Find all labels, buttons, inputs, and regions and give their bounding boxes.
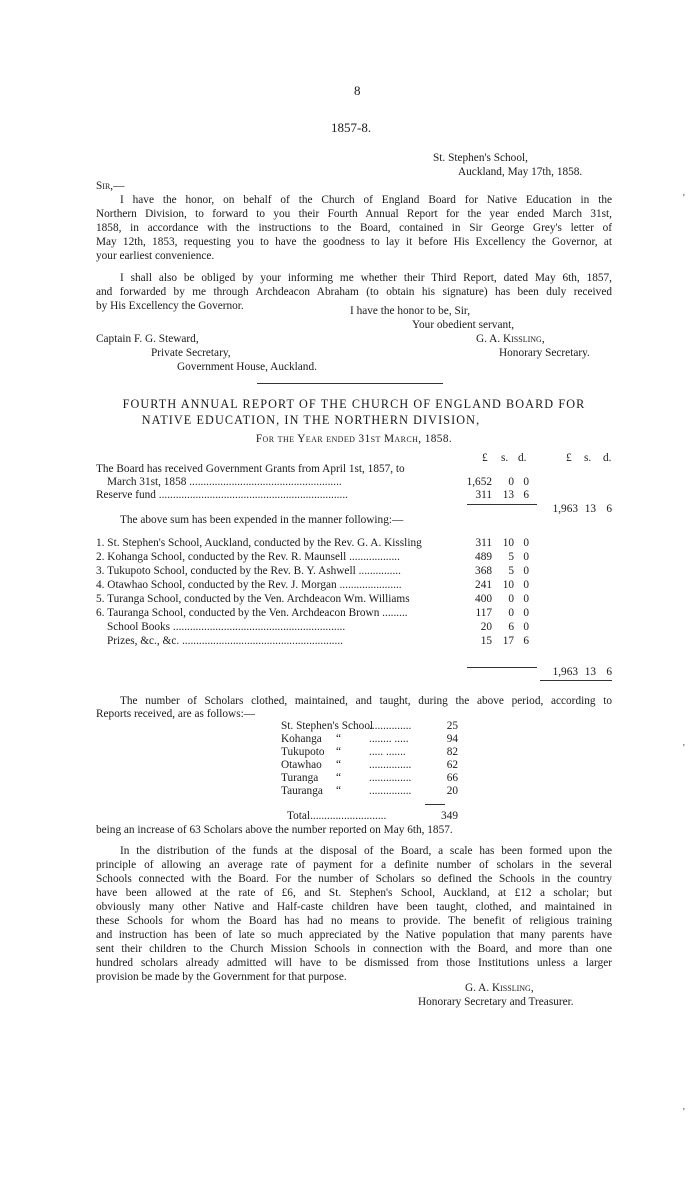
expenditure-label: 1. St. Stephen's School, Auckland, conducted by the Rev. G. A. Kissling: [96, 537, 422, 549]
expenditure-pounds: 20: [480, 621, 492, 633]
letter-paragraph-1-line: 1858, in accordance with the instructions to the Board, contained in Sir George Grey's letter of: [96, 222, 612, 234]
closing-paragraph-line: sent their children to the Church Mission Schools in connection with the Board, and more than one: [96, 943, 612, 955]
letter-signatory-title: Honorary Secretary.: [499, 347, 590, 359]
receipts-total-pounds: 1,963: [552, 503, 578, 515]
expenditures-total-pounds: 1,963: [552, 666, 578, 678]
letter-paragraph-1-line: May 12th, 1853, requesting you to have the goodness to lay it before His Excellency the Governor, at: [96, 236, 612, 248]
receipt-reserve-label: Reserve fund: [96, 489, 156, 501]
expenditure-label: 6. Tauranga School, conducted by the Ven. Archdeacon Brown: [96, 607, 380, 619]
letter-paragraph-2-line: and forwarded by me through Archdeacon Abraham (to obtain his signature) has been duly received: [96, 286, 612, 298]
expenditure-pence: 0: [523, 537, 529, 549]
expenditure-shillings: 5: [508, 565, 514, 577]
scholars-intro-line2: Reports received, are as follows:—: [96, 708, 256, 720]
margin-mark: ': [683, 1107, 685, 1118]
expenditure-shillings: 10: [502, 579, 514, 591]
letter-addressee-1: Captain F. G. Steward,: [96, 333, 199, 345]
receipt-grants-dots: ......................................................: [189, 476, 342, 488]
closing-paragraph-line: hundred scholars already admitted will have to be dismissed from those Institutions unless a larger: [96, 957, 612, 969]
receipt-grants-row: [107, 476, 467, 489]
letter-paragraph-2-line: I shall also be obliged by your informing me whether their Third Report, dated May 6th, 1857,: [120, 272, 612, 284]
expenditure-dots: .........: [382, 607, 408, 619]
receipt-reserve-dots: ...................................................................: [158, 489, 348, 501]
scholars-intro-line1: The number of Scholars clothed, maintained, and taught, during the above period, according to: [120, 695, 612, 707]
expenditure-row: [107, 621, 466, 634]
scholar-school: Tukupoto: [281, 746, 325, 758]
currency-header-pounds-1: £: [482, 452, 488, 464]
closing-paragraph-line: Schools connected with the Board. For the number of Scholars so defined the Schools in the country: [96, 873, 612, 885]
expenditure-row: [96, 593, 466, 606]
expenditure-pounds: 368: [475, 565, 492, 577]
expenditure-row: [107, 635, 466, 648]
expenditure-pence: 0: [523, 579, 529, 591]
scholar-count: 25: [446, 720, 458, 732]
scholar-ditto: “: [336, 759, 342, 771]
receipt-grants-pounds: 1,652: [466, 476, 492, 488]
expenditure-row: [96, 537, 466, 550]
expenditure-label: School Books: [107, 621, 171, 633]
expenditure-dots: ......................: [339, 579, 402, 591]
receipt-reserve-row: [96, 489, 466, 502]
closing-paragraph-line: and instruction has been of late so much appreciated by the Native population that many parents have: [96, 929, 612, 941]
scholar-dots: ...............: [369, 785, 412, 797]
expenditure-shillings: 6: [508, 621, 514, 633]
letter-paragraph-1-line: Northern Division, to forward to you their Fourth Annual Report for the year ended March 31st,: [96, 208, 612, 220]
letter-closing-1: I have the honor to be, Sir,: [350, 305, 471, 317]
expenditure-pounds: 15: [480, 635, 492, 647]
receipt-grants-shillings: 0: [508, 476, 514, 488]
receipt-grants-pence: 0: [523, 476, 529, 488]
expenditure-pence: 0: [523, 621, 529, 633]
expenditure-row: [96, 565, 466, 578]
letter-closing-2: Your obedient servant,: [412, 319, 515, 331]
expenditure-pounds: 117: [475, 607, 492, 619]
letter-salutation: Sir,—: [96, 180, 125, 192]
expenditure-row: [96, 607, 466, 620]
scholars-sum-rule: [425, 804, 445, 805]
scholar-dots: ........ .....: [369, 733, 409, 745]
expenditure-shillings: 5: [508, 551, 514, 563]
scholar-school: Otawhao: [281, 759, 322, 771]
currency-header-shillings-1: s.: [501, 452, 509, 464]
letter-address-line2: Auckland, May 17th, 1858.: [458, 166, 583, 178]
scholar-ditto: “: [336, 746, 342, 758]
scholar-dots: ...............: [369, 759, 412, 771]
section-divider: [257, 383, 443, 384]
scholar-ditto: “: [336, 785, 342, 797]
closing-paragraph-line: obviously many other Native and Half-caste children have been taught, clothed, and maintained in: [96, 901, 612, 913]
scholar-ditto: “: [336, 772, 342, 784]
letter-addressee-3: Government House, Auckland.: [177, 361, 317, 373]
receipt-grants-line1: The Board has received Government Grants from April 1st, 1857, to: [96, 463, 405, 475]
increase-note: being an increase of 63 Scholars above the number reported on May 6th, 1857.: [96, 824, 453, 836]
scholar-school: St. Stephen's School: [281, 720, 374, 732]
scholar-count: 66: [446, 772, 458, 784]
receipt-grants-line2: March 31st, 1858: [107, 476, 187, 488]
report-signatory-title: Honorary Secretary and Treasurer.: [418, 996, 574, 1008]
scholar-school: Tauranga: [281, 785, 323, 797]
expenditure-pence: 0: [523, 607, 529, 619]
letter-paragraph-1-line: your earliest convenience.: [96, 250, 215, 262]
scholar-dots: ...............: [369, 772, 412, 784]
scholar-dots: ..... .......: [369, 746, 406, 758]
report-signatory: G. A. Kissling,: [465, 982, 534, 994]
expenditure-pence: 0: [523, 593, 529, 605]
currency-header-pence-1: d.: [518, 452, 527, 464]
receipts-total-shillings: 13: [584, 503, 596, 515]
letter-address-line1: St. Stephen's School,: [433, 152, 528, 164]
expended-intro: The above sum has been expended in the manner following:—: [120, 514, 404, 526]
closing-paragraph-line: have been allowed at the rate of £6, and St. Stephen's School, Auckland, at £12 a scholar; but: [96, 887, 612, 899]
expenditure-dots: .............................................................: [172, 621, 346, 633]
scholar-count: 20: [446, 785, 458, 797]
expenditure-label: 4. Otawhao School, conducted by the Rev. J. Morgan: [96, 579, 337, 591]
closing-paragraph-line: provision be made by the Government for that purpose.: [96, 971, 347, 983]
expenditure-pounds: 489: [475, 551, 492, 563]
scholar-school: Kohanga: [281, 733, 322, 745]
expenditure-label: 3. Tukupoto School, conducted by the Rev. B. Y. Ashwell: [96, 565, 356, 577]
closing-paragraph-line: these Schools for whom the Board has had no means to provide. The benefit of religious training: [96, 915, 612, 927]
closing-paragraph-line: In the distribution of the funds at the disposal of the Board, a scale has been formed upon the: [120, 845, 612, 857]
letter-paragraph-1-line: I have the honor, on behalf of the Church of England Board for Native Education in the: [120, 194, 612, 206]
currency-header-pounds-2: £: [566, 452, 572, 464]
scholars-total-label: Total: [287, 810, 311, 822]
receipt-reserve-pounds: 311: [475, 489, 492, 501]
expenditure-pounds: 241: [475, 579, 492, 591]
expenditure-pounds: 311: [475, 537, 492, 549]
scholar-dots: ...............: [369, 720, 412, 732]
expenditure-pence: 0: [523, 551, 529, 563]
expenditure-dots: .........................................................: [181, 635, 343, 647]
page-number: 8: [354, 83, 361, 98]
expenditure-row: [96, 579, 466, 592]
expenditure-sum-rule-2: [540, 680, 612, 681]
letter-addressee-2: Private Secretary,: [151, 347, 231, 359]
scholar-school: Turanga: [281, 772, 319, 784]
expenditure-dots: ...............: [358, 565, 401, 577]
report-title-line1: FOURTH ANNUAL REPORT OF THE CHURCH OF ENGLAND BOARD FOR: [122, 397, 586, 411]
expenditure-shillings: 17: [502, 635, 514, 647]
report-subtitle: For the Year ended 31st March, 1858.: [255, 433, 453, 445]
expenditure-shillings: 10: [502, 537, 514, 549]
expenditures-total-pence: 6: [606, 666, 612, 678]
scholar-count: 82: [446, 746, 458, 758]
expenditure-pence: 0: [523, 565, 529, 577]
expenditure-dots: ..................: [349, 551, 400, 563]
receipts-total-pence: 6: [606, 503, 612, 515]
currency-header-pence-2: d.: [603, 452, 612, 464]
expenditure-pence: 6: [523, 635, 529, 647]
expenditure-shillings: 0: [508, 607, 514, 619]
letter-signatory: G. A. Kissling,: [476, 333, 545, 345]
year-heading: 1857-8.: [331, 120, 372, 135]
scholars-total-row: [287, 810, 417, 823]
receipt-reserve-pence: 6: [523, 489, 529, 501]
receipt-reserve-shillings: 13: [502, 489, 514, 501]
closing-paragraph-line: principle of allowing an average rate of payment for a definite number of scholars in the several: [96, 859, 612, 871]
scholar-ditto: “: [336, 733, 342, 745]
expenditures-total-shillings: 13: [584, 666, 596, 678]
scholar-count: 62: [446, 759, 458, 771]
scholars-total-count: 349: [441, 810, 458, 822]
expenditure-row: [96, 551, 466, 564]
expenditure-pounds: 400: [475, 593, 492, 605]
receipts-sum-rule: [467, 504, 537, 505]
margin-mark: ': [683, 743, 685, 754]
expenditure-label: Prizes, &c., &c.: [107, 635, 180, 647]
report-title-line2: NATIVE EDUCATION, IN THE NORTHERN DIVISION,: [141, 413, 481, 427]
expenditure-label: 2. Kohanga School, conducted by the Rev. R. Maunsell: [96, 551, 347, 563]
letter-paragraph-2-line: by His Excellency the Governor.: [96, 300, 244, 312]
margin-mark: ': [683, 193, 685, 204]
expenditure-label: 5. Turanga School, conducted by the Ven. Archdeacon Wm. Williams: [96, 593, 410, 605]
expenditure-shillings: 0: [508, 593, 514, 605]
scholars-total-dots: ...........................: [310, 810, 387, 822]
currency-header-shillings-2: s.: [584, 452, 592, 464]
expenditure-sum-rule-1: [467, 667, 537, 668]
scholar-count: 94: [446, 733, 458, 745]
